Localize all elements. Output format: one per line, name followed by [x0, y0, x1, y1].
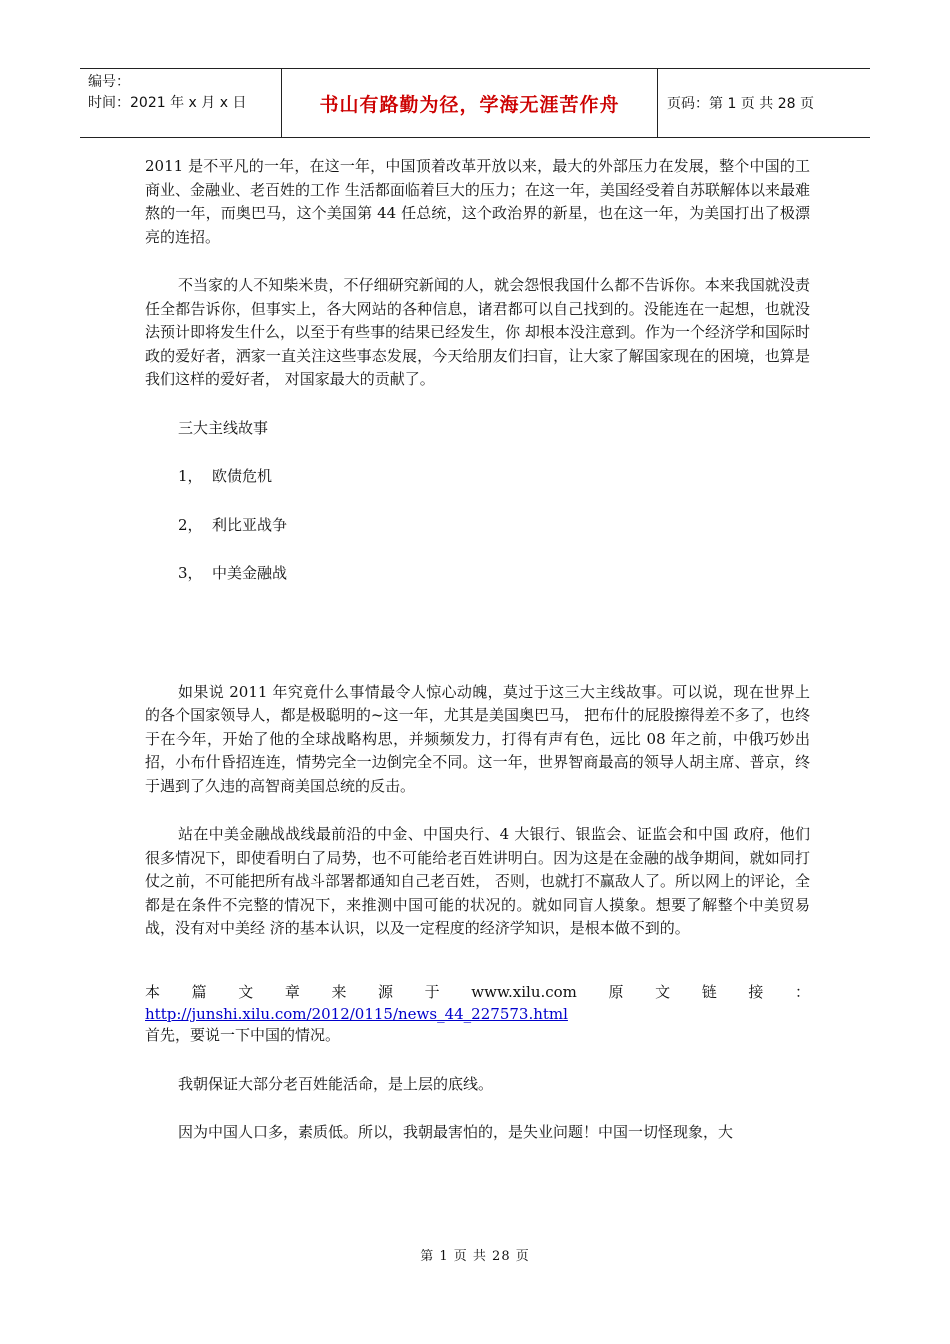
list-item-number: 1， [178, 467, 203, 485]
list-item [145, 514, 810, 538]
header-motto: 书山有路勤为径，学海无涯苦作舟 [282, 69, 658, 137]
list-item-number: 3， [178, 564, 203, 582]
source-word: 篇 [191, 982, 207, 1001]
source-word: 于 [424, 982, 440, 1001]
list-item-text: 利比亚战争 [212, 515, 288, 534]
paragraph-4: 如果说 2011 年究竟什么事情最令人惊心动魄，莫过于这三大主线故事。可以说，现在世界上的各个国家领导人，都是极聪明的~这一年，尤其是美国奥巴马， 把布什的屁股擦得差不多了，也终于在今年，开始了他的全球战略构思，并频频发力，打得有声有色，远比 08 年之前，中俄巧妙出招，小布什昏招连连，情势完全一边倒完全不同。这一年，世界智商最高的领导人胡主席、普京，终于遇到了久违的高智商美国总统的反击。 [145, 682, 810, 795]
document-header [80, 68, 870, 138]
source-line [145, 981, 810, 1005]
section-heading: 三大主线故事 [178, 418, 269, 437]
source-word: 来 [331, 982, 347, 1001]
number-label: 编号： [88, 74, 130, 90]
source-word: 文 [238, 982, 254, 1001]
source-word: 源 [378, 982, 394, 1001]
source-word: 章 [284, 982, 300, 1001]
source-word: 本 [145, 982, 161, 1001]
source-word: 文 [655, 982, 671, 1001]
time-label: 时间：2021 年 x 月 x 日 [88, 95, 247, 111]
header-page-info: 页码：第 1 页 共 28 页 [667, 96, 814, 112]
article-body [145, 155, 810, 1145]
header-meta [80, 69, 282, 137]
list-item-number: 2， [178, 515, 203, 534]
list-item-text: 欧债危机 [212, 467, 273, 485]
paragraph-8: 因为中国人口多，素质低。所以，我朝最害怕的，是失业问题！中国一切怪现象，大 [178, 1123, 734, 1141]
source-word: 接 [748, 982, 764, 1001]
paragraph-2: 不当家的人不知柴米贵，不仔细研究新闻的人，就会怨恨我国什么都不告诉你。本来我国就没责任全都告诉你，但事实上，各大网站的各种信息，诸君都可以自己找到的。没能连在一起想，也就没法预计即将发生什么，以至于有些事的结果已经发生，你 却根本没注意到。作为一个经济学和国际时政的爱好者，洒家一直关注这些事态发展，今天给朋友们扫盲，让大家了解国家现在的困境，也算是我们这样的爱好者， 对国家最大的贡献了。 [145, 276, 810, 388]
list-item [145, 465, 810, 489]
list-item-text: 中美金融战 [212, 564, 288, 582]
source-word: 链 [701, 982, 717, 1001]
paragraph-7: 我朝保证大部分老百姓能活命，是上层的底线。 [178, 1074, 494, 1093]
source-word: ： [794, 982, 810, 1001]
paragraph-1: 2011 是不平凡的一年，在这一年，中国顶着改革开放以来，最大的外部压力在发展，整个中国的工商业、金融业、老百姓的工作 生活都面临着巨大的压力；在这一年，美国经受着自苏联解体以来最难熬的一年，而奥巴马，这个美国第 44 任总统，这个政治界的新星，也在这一年，为美国打出了极漂亮的连招。 [145, 157, 810, 246]
source-site: www.xilu.com [471, 982, 577, 1001]
paragraph-5: 站在中美金融战战线最前沿的中金、中国央行、4 大银行、银监会、证监会和中国 政府，他们很多情况下，即使看明白了局势，也不可能给老百姓讲明白。因为这是在金融的战争期间，就如同打仗之前，不可能把所有战斗部署都通知自己老百姓， 否则，也就打不赢敌人了。所以网上的评论，全都是在条件不完整的情况下，来推测中国可能的状况的。就如同盲人摸象。想要了解整个中美贸易战，没有对中美经 济的基本认识，以及一定程度的经济学知识，是根本做不到的。 [145, 825, 810, 937]
list-item [145, 562, 810, 586]
paragraph-6: 首先，要说一下中国的情况。 [145, 1026, 341, 1044]
page-footer: 第 1 页 共 28 页 [420, 1249, 530, 1264]
source-link[interactable]: http://junshi.xilu.com/2012/0115/news_44_227573.html [145, 1005, 568, 1023]
source-word: 原 [608, 982, 624, 1001]
